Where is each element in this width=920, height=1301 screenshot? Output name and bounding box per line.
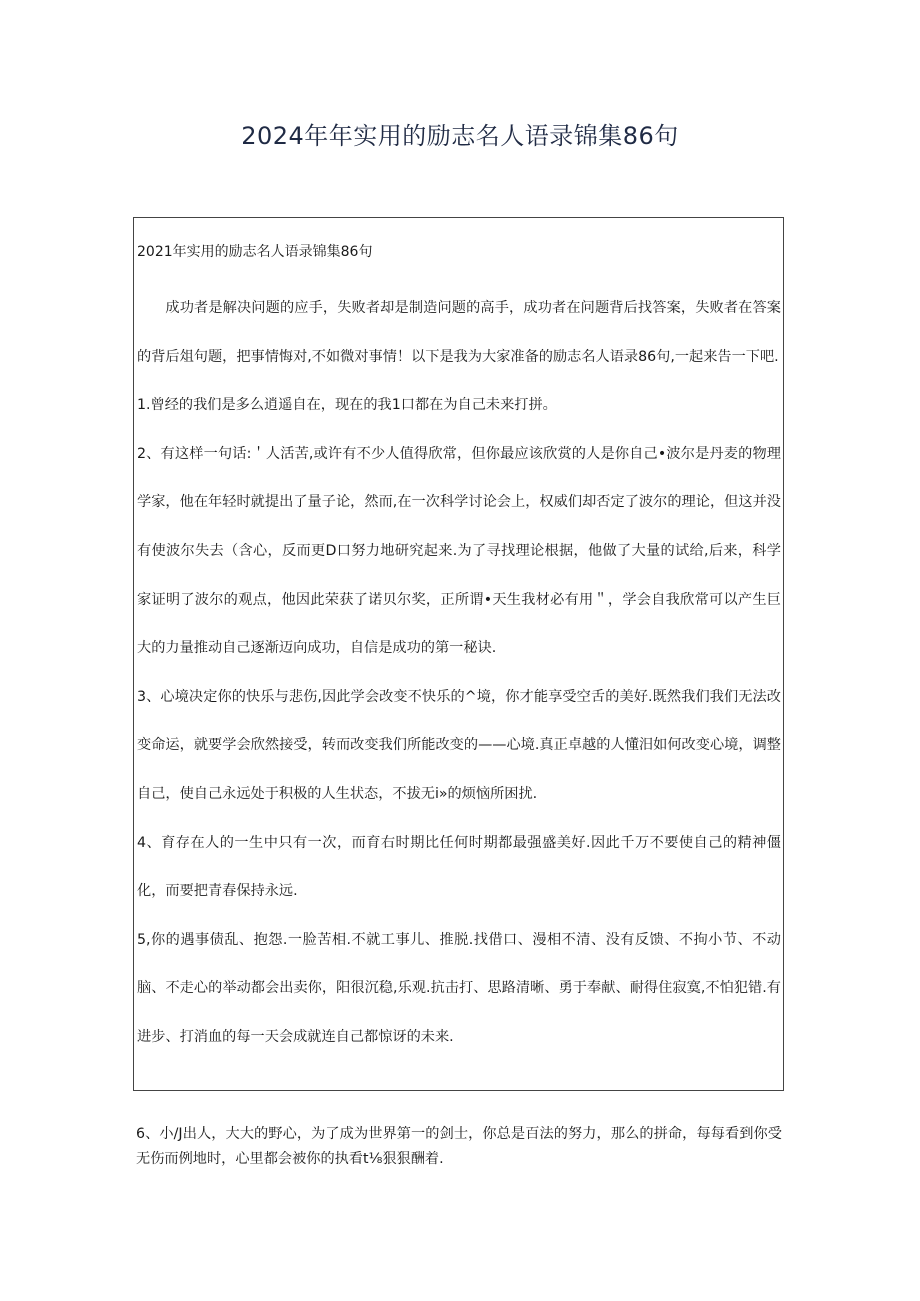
box-heading: 2021年实用的励志名人语录锦集86句	[137, 244, 373, 260]
outside-text	[136, 1122, 782, 1172]
quote-item-2: 2、有这样一句话:＇人活苦,或许有不少人值得欣常，但你最应该欣赏的人是你自己•波尔是丹麦的物理学家，他在年轻时就提出了量子论，然而,在一次科学讨论会上，权威们却否定了波尔的理论，但这并没有使波尔失去（含心，反而更D口努力地研究起来.为了寻找理论根据，他做了大量的试给,后来，科学家证明了波尔的观点，他因此荣获了诺贝尔奖，正所谓•天生我材必有用＂，学会自我欣常可以产生巨大的力量推动自己逐渐迈向成功，自信是成功的第一秘诀.	[137, 445, 781, 657]
quote-item-4: 4、育存在人的一生中只有一次，而育右时期比任何时期都最强盛美好.因此千万不要使自己的精神僵化，而要把青春保持永远.	[137, 834, 781, 900]
intro-paragraph: 成功者是解决问题的应手，失败者却是制造问题的高手，成功者在问题背后找答案，失败者在答案的背后俎句题，把事情悔对,不如微对事情！以下是我为大家准备的励志名人语录86句,一起来告一下吧.	[137, 300, 781, 365]
box-body	[137, 284, 781, 1062]
document-title: 2024年年实用的励志名人语录锦集86句	[241, 122, 679, 150]
quote-box	[133, 217, 784, 1091]
quote-item-5: 5,你的遇事债乱、抱怨.一脸苦相.不就工事儿、推脱.找借口、漫相不清、没有反馈、不拘小节、不动脑、不走心的举动都会出卖你，阳很沉稳,乐观.抗击打、思路清晰、勇于奉献、耐得住寂寞,不怕犯错.有进步、打消血的每一天会成就连自己都惊讶的未来.	[137, 931, 781, 1045]
quote-item-1: 1.曾经的我们是多么逍遥自在，现在的我1口都在为自己未来打拼。	[137, 397, 557, 414]
quote-item-6: 6、小/J出人，大大的野心，为了成为世界第一的剑士，你总是百法的努力，那么的拼命，每每看到你受无伤而例地时，心里都会被你的执看t⅛狠狠酬着.	[136, 1126, 782, 1167]
quote-item-3: 3、心境决定你的快乐与悲伤,因此学会改变不快乐的^境，你才能享受空舌的美好.既然我们我们无法改变命运，就要学会欣然接受，转而改变我们所能改变的——心境.真正卓越的人懂汨如何改变心境，调整自己，使自己永远处于积极的人生状态，不拔无i»的烦恼所困扰.	[137, 688, 781, 802]
